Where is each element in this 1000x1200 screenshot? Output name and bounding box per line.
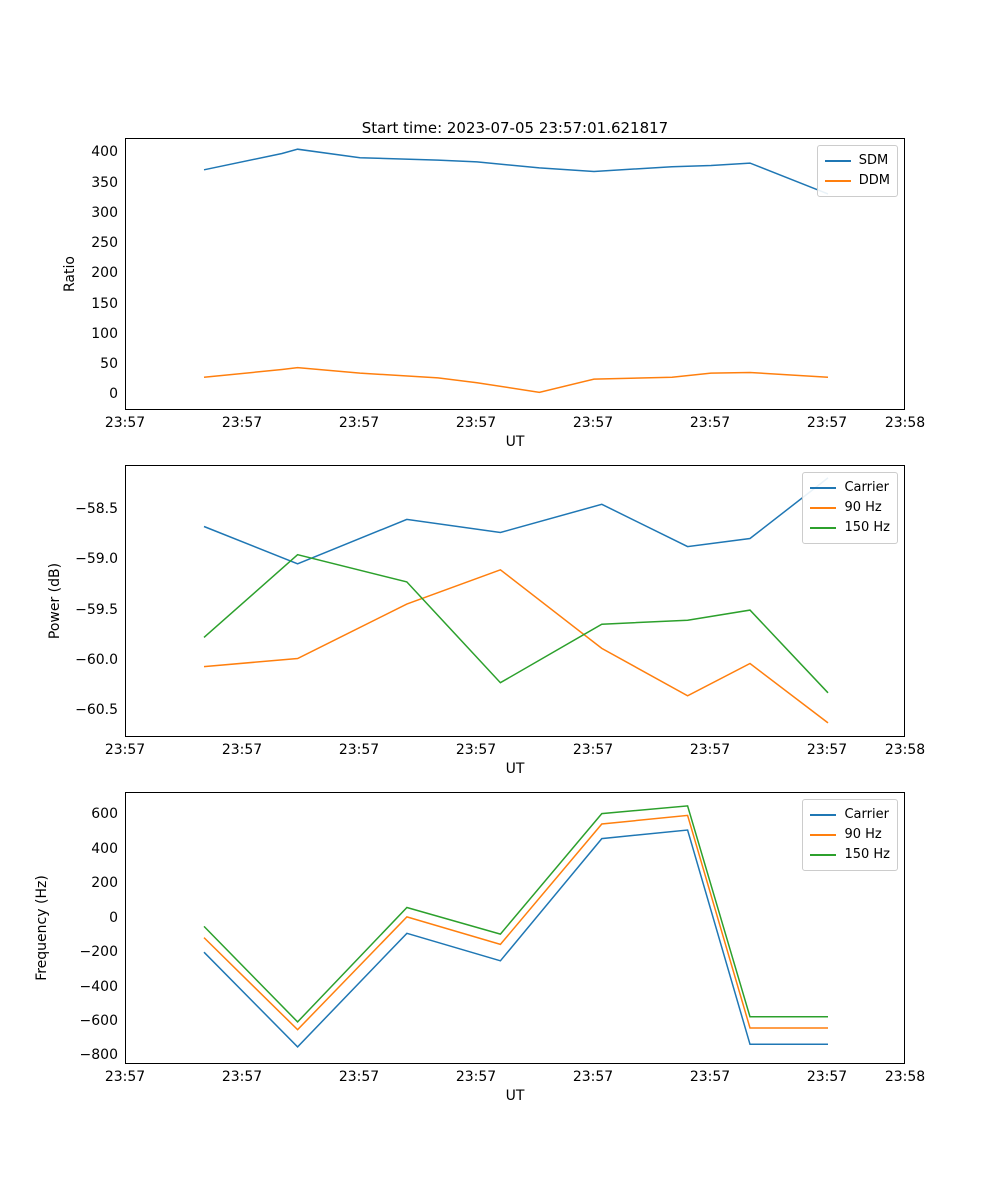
panel-ratio-ylabel: Ratio	[62, 256, 78, 292]
panel-ratio-xtick-5: 23:57	[689, 415, 731, 431]
panel-power-xlabel: UT	[505, 761, 525, 777]
panel-power-lines	[126, 466, 906, 738]
panel-ratio-xtick-4: 23:57	[572, 415, 614, 431]
panel-frequency-ytick-4: 0	[109, 909, 118, 926]
panel-frequency-ytick-5: 200	[91, 875, 118, 892]
legend-item-carrier-freq	[810, 805, 890, 825]
panel-power-ytick-0: −60.5	[75, 702, 118, 719]
legend-label-sdm: SDM	[858, 153, 889, 168]
panel-frequency-xtick-0: 23:57	[104, 1069, 146, 1085]
legend-label-carrier: Carrier	[844, 480, 889, 495]
panel-ratio-ytick-1: 50	[100, 356, 118, 372]
panel-power-ytick-3: −59.0	[75, 551, 118, 568]
panel-frequency-ytick-0: −800	[79, 1047, 118, 1064]
panel-power-ytick-4: −58.5	[75, 500, 118, 517]
panel-ratio-ytick-0: 0	[109, 386, 118, 403]
series-line-carrier-freq	[204, 830, 828, 1047]
legend-swatch-90hz	[810, 507, 836, 509]
panel-frequency-xtick-7: 23:58	[884, 1069, 926, 1085]
legend-swatch-carrier-freq	[810, 814, 836, 816]
panel-ratio-ytick-8: 400	[91, 144, 118, 161]
legend-label-ddm: DDM	[858, 173, 890, 188]
panel-ratio-xtick-6: 23:57	[806, 415, 848, 431]
panel-power-plot-area	[125, 465, 905, 737]
panel-ratio-xtick-1: 23:57	[221, 415, 263, 431]
panel-ratio-xtick-2: 23:57	[338, 415, 380, 431]
panel-ratio-title: Start time: 2023-07-05 23:57:01.621817	[361, 119, 669, 137]
legend-item-carrier	[810, 478, 890, 498]
panel-frequency-ytick-2: −400	[79, 978, 118, 995]
panel-ratio-xtick-0: 23:57	[104, 415, 146, 431]
legend-item-90hz	[810, 498, 890, 518]
panel-ratio-xtick-3: 23:57	[455, 415, 497, 431]
panel-ratio-ytick-3: 150	[91, 295, 118, 312]
legend-label-150hz-freq: 150 Hz	[844, 847, 890, 862]
panel-frequency-xtick-4: 23:57	[572, 1069, 614, 1085]
panel-power-ylabel: Power (dB)	[47, 562, 63, 640]
legend-swatch-ddm	[825, 180, 851, 182]
panel-frequency-ylabel: Frequency (Hz)	[34, 875, 50, 981]
panel-frequency-xtick-5: 23:57	[689, 1069, 731, 1085]
panel-ratio-ytick-4: 200	[91, 265, 118, 282]
panel-power-xtick-1: 23:57	[221, 742, 263, 758]
panel-power-legend	[802, 472, 898, 544]
panel-power-ytick-2: −59.5	[75, 601, 118, 618]
legend-swatch-150hz-freq	[810, 854, 836, 856]
panel-ratio-ytick-2: 100	[91, 325, 118, 342]
legend-item-150hz	[810, 518, 890, 538]
legend-label-150hz: 150 Hz	[844, 520, 890, 535]
panel-frequency-ytick-1: −600	[79, 1013, 118, 1029]
panel-power-xtick-5: 23:57	[689, 742, 731, 758]
panel-ratio-ytick-5: 250	[91, 235, 118, 251]
legend-swatch-90hz-freq	[810, 834, 836, 836]
panel-frequency-xtick-1: 23:57	[221, 1069, 263, 1085]
panel-frequency-ytick-7: 600	[91, 806, 118, 823]
legend-label-90hz: 90 Hz	[844, 500, 882, 515]
panel-ratio-ytick-6: 300	[91, 204, 118, 221]
series-line-ddm	[204, 368, 828, 393]
legend-item-90hz-freq	[810, 825, 890, 845]
panel-ratio-plot-area	[125, 138, 905, 410]
panel-ratio-xlabel: UT	[505, 434, 525, 450]
panel-frequency-ytick-3: −200	[79, 944, 118, 961]
legend-swatch-carrier	[810, 487, 836, 489]
series-line-90hz-freq	[204, 815, 828, 1029]
panel-power-xtick-2: 23:57	[338, 742, 380, 758]
panel-power-xtick-4: 23:57	[572, 742, 614, 758]
panel-ratio-lines	[126, 139, 906, 411]
panel-frequency-xtick-6: 23:57	[806, 1069, 848, 1085]
panel-frequency-legend	[802, 799, 898, 871]
panel-power-xtick-3: 23:57	[455, 742, 497, 758]
series-line-carrier	[204, 478, 828, 564]
panel-frequency-plot-area	[125, 792, 905, 1064]
panel-frequency-lines	[126, 793, 906, 1065]
series-line-sdm	[204, 149, 828, 194]
panel-power-xtick-0: 23:57	[104, 742, 146, 758]
legend-swatch-150hz	[810, 527, 836, 529]
panel-ratio-legend	[817, 145, 898, 197]
panel-power-xtick-6: 23:57	[806, 742, 848, 758]
legend-swatch-sdm	[825, 160, 851, 162]
series-line-90hz	[204, 570, 828, 723]
panel-frequency-xtick-3: 23:57	[455, 1069, 497, 1085]
panel-power-xtick-7: 23:58	[884, 742, 926, 758]
panel-frequency-xtick-2: 23:57	[338, 1069, 380, 1085]
panel-power-ytick-1: −60.0	[75, 652, 118, 668]
legend-label-carrier-freq: Carrier	[844, 807, 889, 822]
legend-item-ddm	[825, 171, 890, 191]
panel-frequency-xlabel: UT	[505, 1088, 525, 1104]
legend-item-150hz-freq	[810, 845, 890, 865]
panel-ratio-ytick-7: 350	[91, 174, 118, 191]
panel-frequency-ytick-6: 400	[91, 840, 118, 857]
panel-ratio-xtick-7: 23:58	[884, 415, 926, 431]
legend-item-sdm	[825, 151, 890, 171]
legend-label-90hz-freq: 90 Hz	[844, 827, 882, 842]
